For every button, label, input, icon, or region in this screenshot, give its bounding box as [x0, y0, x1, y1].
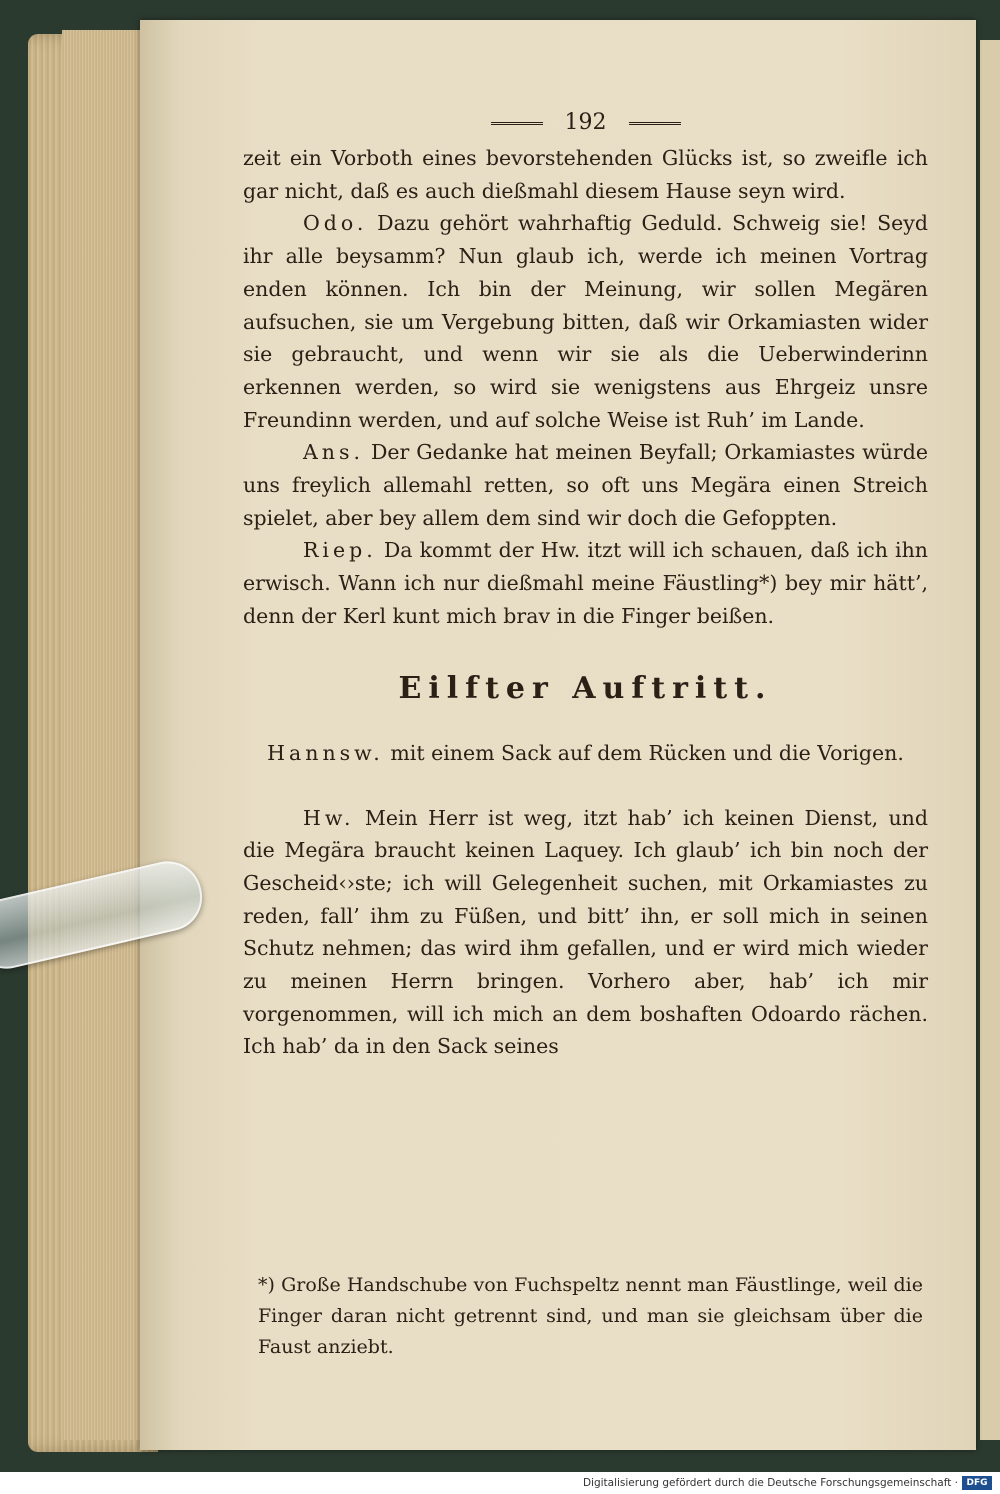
page-number: 192: [564, 110, 607, 135]
cast-list: [243, 737, 928, 770]
scene-title: Eilfter Auftritt.: [398, 670, 773, 706]
speaker-label: Riep.: [303, 538, 377, 563]
page-content: [243, 104, 928, 1063]
paragraph-text: Da kommt der Hw. itzt will ich schauen, daß ich ihn erwisch. Wann ich nur dießmahl meine Fäustling*) bey mir hätt’, denn der Kerl kunt mich brav in die Finger beißen.: [243, 538, 928, 628]
paragraph-5: [243, 802, 928, 1064]
paragraph-text: Dazu gehört wahrhaftig Geduld. Schweig sie! Seyd ihr alle beysamm? Nun glaub ich, werde ich meinen Vortrag enden können. Ich bin der Meinung, wir sollen Megären aufsuchen, sie um Vergebung bitten, daß wir Orkamiasten wider sie gebraucht, und wenn wir sie als die Ueberwinderinn erkennen werden, so wird sie wenigstens aus Ehrgeiz unsre Freundinn werden, und auf solche Weise ist Ruh’ im Lande.: [243, 211, 928, 432]
paragraph-2: [243, 207, 928, 436]
paragraph-3: [243, 436, 928, 534]
footnote-text: Große Handschube von Fuchspeltz nennt man Fäustlinge, weil die Finger daran nicht getrennt sind, und man sie gleichsam über die Faust anziebt.: [258, 1274, 923, 1358]
dfg-logo: DFG: [962, 1476, 992, 1490]
paragraph-4: [243, 534, 928, 632]
header-ornament-right: [629, 122, 681, 125]
page-edges-inner: [62, 30, 142, 1440]
speaker-label: Ans.: [303, 440, 365, 465]
paragraph-text: zeit ein Vorboth eines bevorstehenden Glücks ist, so zweifle ich gar nicht, daß es auch dießmahl diesem Hause seyn wird.: [243, 146, 928, 203]
paragraph-text: Der Gedanke hat meinen Beyfall; Orkamiastes würde uns freylich allemahl retten, so oft uns Megära einen Streich spielet, aber bey allem dem sind wir doch die Gefoppten.: [243, 440, 928, 530]
footnote: [258, 1270, 923, 1363]
page-header: [243, 104, 928, 142]
speaker-label: Hw.: [303, 805, 355, 830]
footer-bar: [0, 1472, 1000, 1494]
footnote-mark: *): [258, 1274, 275, 1296]
cast-text: mit einem Sack auf dem Rücken und die Vorigen.: [383, 740, 904, 765]
speaker-label: Odo.: [303, 211, 368, 236]
cast-speaker: Hannsw.: [267, 740, 384, 765]
header-ornament-left: [491, 122, 543, 125]
paragraph-1: [243, 142, 928, 207]
funding-credit: Digitalisierung gefördert durch die Deutsche Forschungsgemeinschaft ·: [582, 1477, 958, 1489]
adjacent-page: [980, 40, 1000, 1440]
paragraph-text: Mein Herr ist weg, itzt hab’ ich keinen Dienst, und die Megära braucht keinen Laquey. Ich glaub’ ich bin noch der Gescheid‹›ste; ich will Gelegenheit suchen, mit Orkamiastes zu reden, fall’ ihm zu Füßen, und bitt’ ihn, er soll mich in seinen Schutz nehmen; das wird ihm gefallen, und er wird mich wieder zu meinen Herrn bringen. Vorhero aber, hab’ ich mir vorgenommen, will ich mich an dem boshaften Odoardo rächen. Ich hab’ da in den Sack seines: [243, 805, 928, 1059]
